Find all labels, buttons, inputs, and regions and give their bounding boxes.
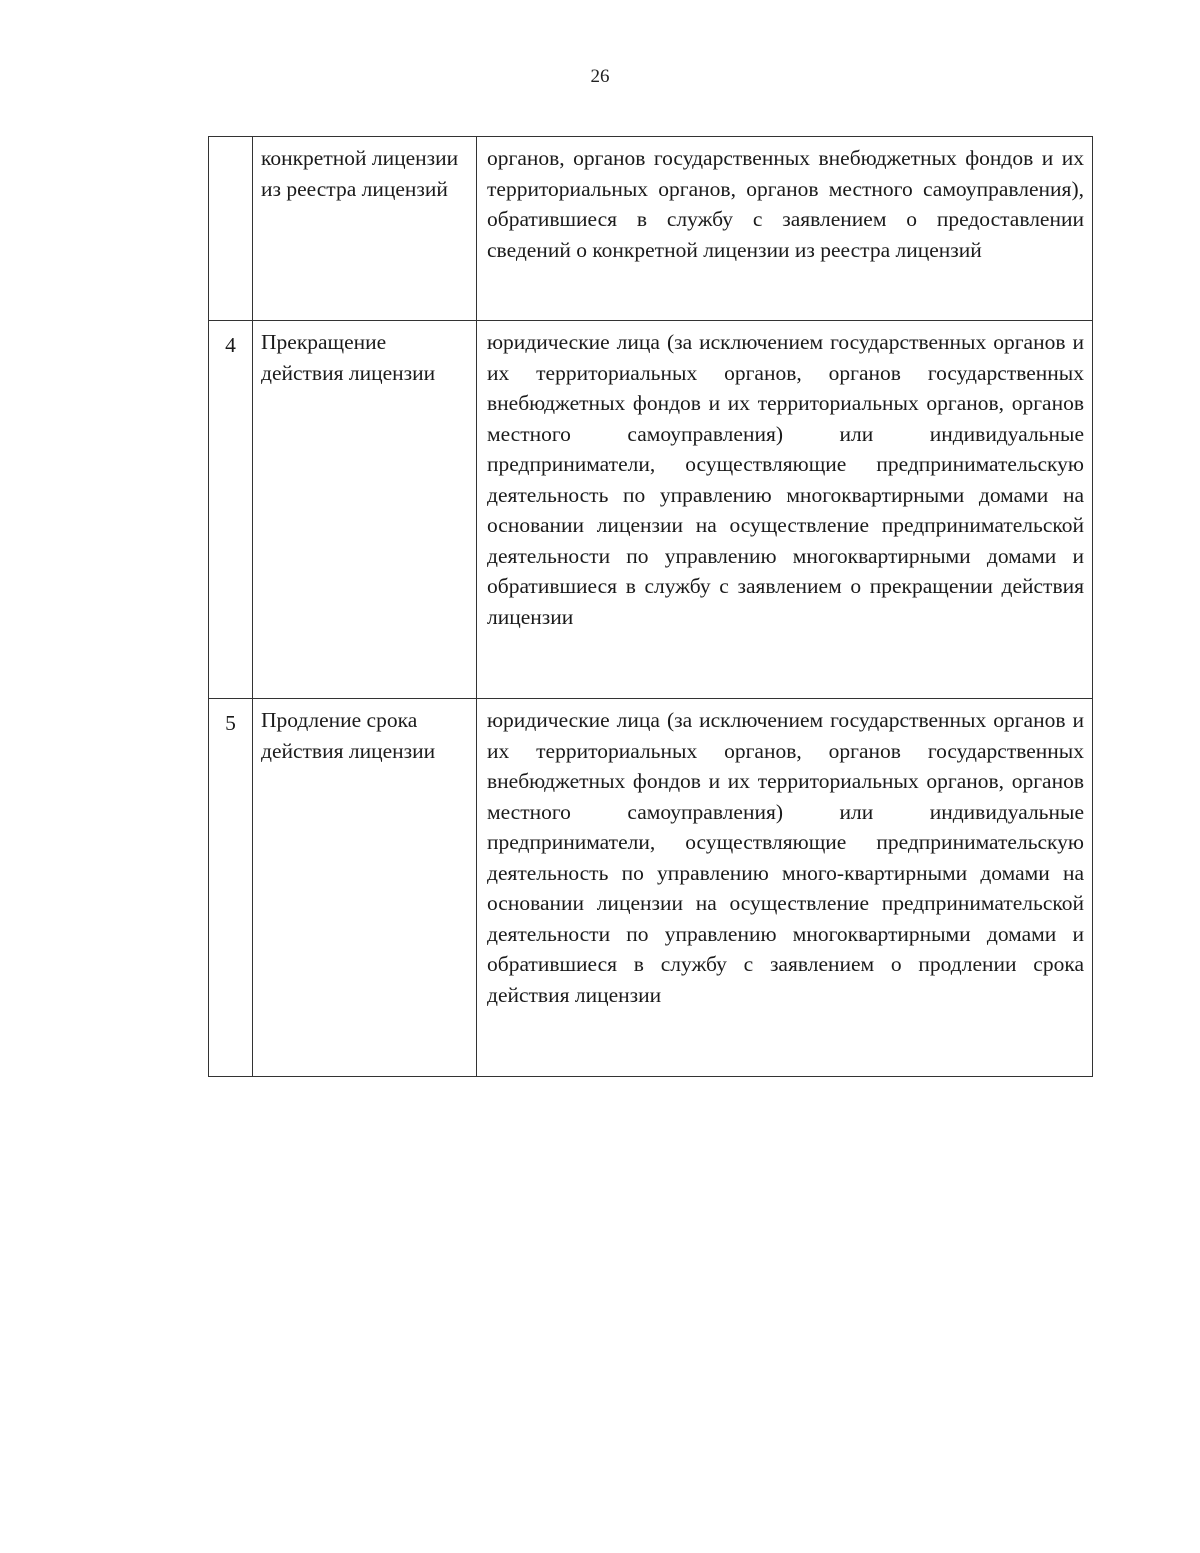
- row-number: 4: [209, 321, 253, 699]
- applicant-description: юридические лица (за исключением государственных органов и их территориальных органов, органов государственных внебюджетных фондов и их территориальных органов, органов местного самоуправления) или индивидуальные предприниматели, осуществляющие предпринимательскую деятельность по управлению много-квартирными домами на основании лицензии на осуществление предпринимательской деятельности по управлению многоквартирными домами и обратившиеся в службу с заявлением о продлении срока действия лицензии: [477, 699, 1093, 1077]
- license-services-table: [208, 136, 1093, 1077]
- page-number: 26: [590, 66, 610, 87]
- table-row: [209, 321, 1093, 699]
- service-name: Продление срока действия лицензии: [253, 699, 477, 1077]
- table-row: [209, 137, 1093, 321]
- service-name: конкретной лицензии из реестра лицензий: [253, 137, 477, 321]
- row-number: 5: [209, 699, 253, 1077]
- row-number: [209, 137, 253, 321]
- service-name: Прекращение действия лицензии: [253, 321, 477, 699]
- applicant-description: юридические лица (за исключением государственных органов и их территориальных органов, органов государственных внебюджетных фондов и их территориальных органов, органов местного самоуправления) или индивидуальные предприниматели, осуществляющие предпринимательскую деятельность по управлению многоквартирными домами на основании лицензии на осуществление предпринимательской деятельности по управлению многоквартирными домами и обратившиеся в службу с заявлением о прекращении действия лицензии: [477, 321, 1093, 699]
- applicant-description: органов, органов государственных внебюджетных фондов и их территориальных органов, органов местного самоуправления), обратившиеся в службу с заявлением о предоставлении сведений о конкретной лицензии из реестра лицензий: [477, 137, 1093, 321]
- table-row: [209, 699, 1093, 1077]
